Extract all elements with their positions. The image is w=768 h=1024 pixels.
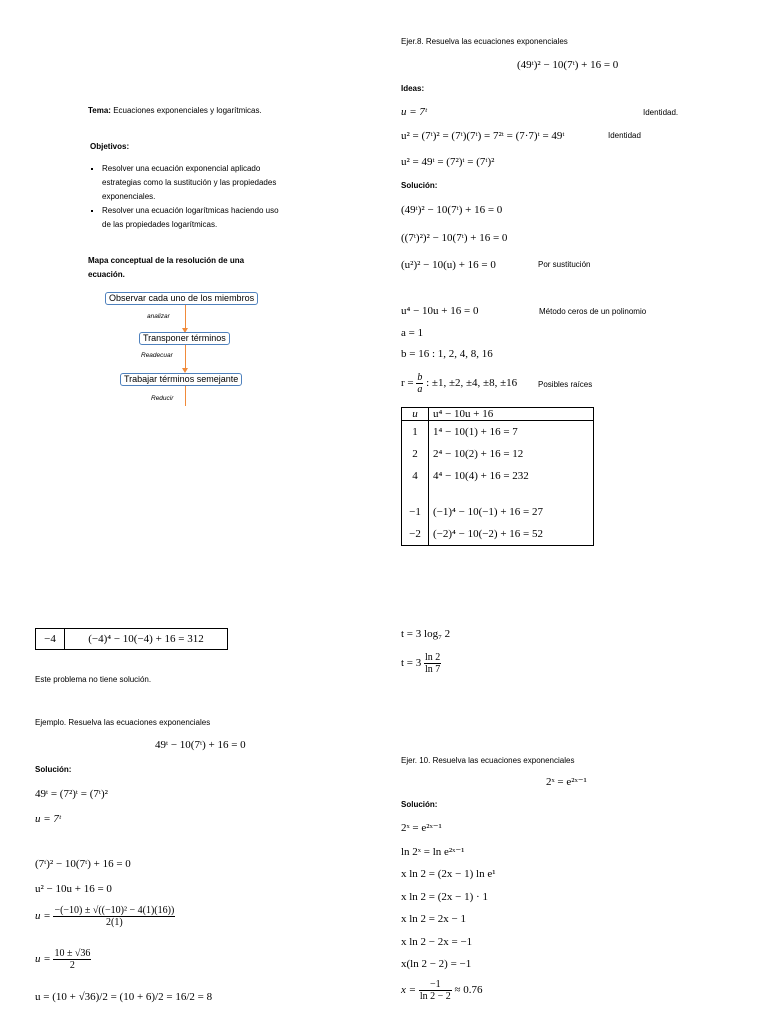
ln-fraction — [424, 652, 441, 675]
ejer8-step-7-suffix: : ±1, ±2, ±4, ±8, ±16 — [426, 377, 518, 390]
table-row — [402, 421, 594, 546]
u-value: −2 — [409, 528, 421, 540]
objetivos-list — [88, 162, 288, 232]
u-value: 4 — [412, 470, 418, 482]
tema-label: Tema: — [88, 106, 111, 115]
fraction-numerator: −1 — [419, 979, 452, 991]
ejer8-step-7 — [401, 372, 517, 395]
objetivos-title: Objetivos: — [90, 142, 130, 151]
ejer8-step-4: u⁴ − 10u + 16 = 0 — [401, 305, 479, 317]
ejer8-step-6: b = 16 : 1, 2, 4, 8, 16 — [401, 348, 493, 360]
spacer — [406, 487, 424, 501]
solucion-title-ejemplo: Solución: — [35, 765, 72, 774]
idea-2: u² = (7ᵗ)² = (7ᵗ)(7ᵗ) = 7²ᵗ = (7·7)ᵗ = 49ᵗ — [401, 130, 565, 142]
ejer10-step-1: 2ˣ = e²ˣ⁻¹ — [401, 822, 442, 834]
ejer8-heading: Ejer.8. Resuelva las ecuaciones exponenciales — [401, 37, 568, 46]
table-cell-u: −4 — [36, 629, 65, 650]
result-fraction — [419, 979, 452, 1002]
spacer — [433, 487, 589, 501]
ejemplo-heading: Ejemplo. Resuelva las ecuaciones exponenciales — [35, 718, 211, 727]
table-header-row — [402, 408, 594, 421]
ideas-title: Ideas: — [401, 84, 425, 93]
ejer8-step-4-note: Método ceros de un polinomio — [539, 307, 647, 316]
ejer8-step-3-note: Por sustitución — [538, 260, 591, 269]
ejer10-equation: 2ˣ = e²ˣ⁻¹ — [546, 776, 587, 788]
table-cell-eval — [429, 421, 594, 546]
log-result-1: t = 3 log₇ 2 — [401, 628, 451, 640]
flow-arrow-1 — [185, 305, 186, 329]
roots-table — [401, 407, 594, 546]
ejer10-step-5: x ln 2 = 2x − 1 — [401, 913, 466, 925]
table-header-cell: u⁴ − 10u + 16 — [429, 408, 594, 421]
fraction-numerator: −(−10) ± √((−10)² − 4(1)(16)) — [54, 905, 175, 916]
idea-1: u = 7ᵗ — [401, 106, 427, 118]
solucion-title-ejer8: Solución: — [401, 181, 438, 190]
idea-2-note: Identidad — [608, 131, 641, 140]
log-result-2 — [401, 652, 441, 675]
ejer8-step-2: ((7ᵗ)²)² − 10(7ᵗ) + 16 = 0 — [401, 232, 508, 244]
tema-text: Ecuaciones exponenciales y logarítmicas. — [110, 106, 262, 115]
no-solution-text: Este problema no tiene solución. — [35, 675, 152, 684]
flow-label-analizar: analizar — [147, 313, 170, 320]
continuation-table — [35, 628, 228, 650]
eval-value: (−2)⁴ − 10(−2) + 16 = 52 — [433, 528, 544, 540]
ejer10-step-2: ln 2ˣ = ln e²ˣ⁻¹ — [401, 846, 465, 858]
solucion-title-ejer10: Solución: — [401, 800, 438, 809]
ejer10-step-4: x ln 2 = (2x − 1) · 1 — [401, 891, 488, 903]
ejemplo-step-5-prefix: u = — [35, 910, 51, 923]
ejer8-step-1: (49ᵗ)² − 10(7ᵗ) + 16 = 0 — [401, 204, 503, 216]
mapa-title: Mapa conceptual de la resolución de una ecuación. — [88, 256, 245, 279]
flow-box-transponer: Transponer términos — [139, 332, 230, 345]
ejemplo-equation: 49ᵗ − 10(7ᵗ) + 16 = 0 — [155, 739, 246, 751]
u-value: 2 — [412, 448, 418, 460]
ejer10-step-8-suffix: ≈ 0.76 — [454, 984, 483, 997]
ejer8-step-5: a = 1 — [401, 327, 424, 339]
sqrt-fraction — [53, 948, 91, 971]
flow-label-readecuar: Readecuar — [141, 352, 173, 359]
ejer8-equation: (49ᵗ)² − 10(7ᵗ) + 16 = 0 — [517, 59, 619, 71]
ejemplo-step-6-prefix: u = — [35, 953, 51, 966]
objetivo-item: ▪ Resolver una ecuación logarítmicas haciendo uso de las propiedades logarítmicas. — [102, 204, 288, 232]
idea-3: u² = 49ᵗ = (7²)ᵗ = (7ᵗ)² — [401, 156, 495, 168]
eval-value: 1⁴ − 10(1) + 16 = 7 — [433, 426, 518, 438]
table-row — [36, 629, 228, 650]
ejemplo-step-7: u = (10 + √36)/2 = (10 + 6)/2 = 16/2 = 8 — [35, 991, 213, 1003]
eval-value: (−1)⁴ − 10(−1) + 16 = 27 — [433, 506, 544, 518]
flow-arrow-2 — [185, 345, 186, 369]
ejemplo-step-6 — [35, 948, 91, 971]
ejer10-step-3: x ln 2 = (2x − 1) ln e¹ — [401, 868, 496, 880]
ejer10-step-7: x(ln 2 − 2) = −1 — [401, 958, 472, 970]
ejemplo-step-3: (7ᵗ)² − 10(7ᵗ) + 16 = 0 — [35, 858, 131, 870]
ejer8-step-7-fraction — [416, 372, 423, 395]
ejer10-step-6: x ln 2 − 2x = −1 — [401, 936, 473, 948]
fraction-denominator: ln 2 − 2 — [419, 991, 451, 1002]
table-cell-eval: (−4)⁴ − 10(−4) + 16 = 312 — [65, 629, 228, 650]
flow-arrow-3 — [185, 386, 186, 406]
ejer8-step-3: (u²)² − 10(u) + 16 = 0 — [401, 259, 496, 271]
fraction-numerator: b — [417, 372, 423, 383]
u-value: 1 — [412, 426, 418, 438]
flow-label-reducir: Reducir — [151, 395, 174, 402]
ejer8-step-7-note: Posibles raíces — [538, 380, 593, 389]
fraction-numerator: 10 ± √36 — [54, 948, 91, 959]
ejemplo-step-2: u = 7ᵗ — [35, 813, 61, 825]
fraction-denominator: 2 — [69, 960, 75, 971]
eval-value: 2⁴ − 10(2) + 16 = 12 — [433, 448, 524, 460]
flow-box-trabajar: Trabajar términos semejante — [120, 373, 242, 386]
table-cell-u — [402, 421, 429, 546]
fraction-denominator: 2(1) — [106, 917, 123, 928]
table-header-cell: u — [402, 408, 429, 421]
idea-1-note: Identidad. — [643, 108, 679, 117]
ejemplo-step-4: u² − 10u + 16 = 0 — [35, 883, 112, 895]
ejer10-step-8-prefix: x = — [401, 984, 417, 997]
log-result-2-prefix: t = 3 — [401, 657, 422, 670]
flow-box-observar: Observar cada uno de los miembros — [105, 292, 258, 305]
ejer10-step-8 — [401, 979, 483, 1002]
ejemplo-step-1: 49ᵗ = (7²)ᵗ = (7ᵗ)² — [35, 788, 108, 800]
eval-value: 4⁴ − 10(4) + 16 = 232 — [433, 470, 529, 482]
ejemplo-step-5 — [35, 905, 175, 928]
tema-block — [88, 104, 288, 118]
fraction-denominator: a — [417, 384, 423, 395]
fraction-denominator: ln 7 — [425, 664, 441, 675]
u-value: −1 — [409, 506, 421, 518]
objetivo-item: ▪ Resolver una ecuación exponencial aplicado estrategias como la sustitución y las propiedades exponenciales. — [102, 162, 288, 204]
ejer10-heading: Ejer. 10. Resuelva las ecuaciones exponenciales — [401, 756, 575, 765]
ejer8-step-7-prefix: r = — [401, 377, 414, 390]
quadratic-fraction — [53, 905, 175, 928]
fraction-numerator: ln 2 — [425, 652, 441, 663]
